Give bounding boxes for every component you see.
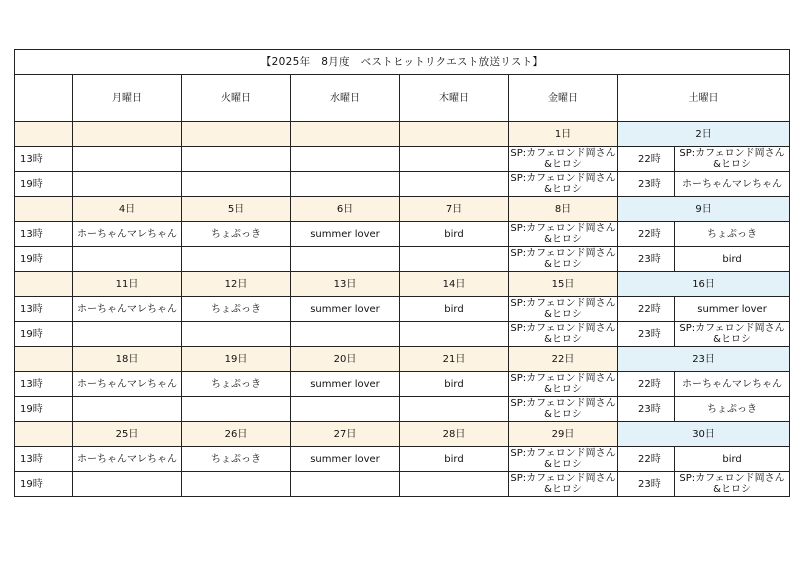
time-label: 13時 [15, 447, 73, 472]
program-cell [73, 397, 182, 422]
program-cell-line: SP:カフェロンド岡さん [510, 148, 616, 159]
program-cell [291, 247, 400, 272]
date-cell: 2日 [618, 122, 790, 147]
program-cell: summer lover [291, 222, 400, 247]
program-cell [73, 147, 182, 172]
date-cell: 27日 [291, 422, 400, 447]
title-row [15, 50, 790, 75]
time-label: 19時 [15, 472, 73, 497]
saturday-program-cell [675, 247, 790, 272]
saturday-time-label: 23時 [618, 172, 675, 197]
program-cell-line: SP:カフェロンド岡さん [510, 473, 616, 484]
saturday-program-line: &ヒロシ [713, 334, 751, 345]
program-cell-line: &ヒロシ [544, 159, 582, 170]
saturday-program-line: ちょぷっき [707, 403, 758, 415]
program-cell: summer lover [291, 297, 400, 322]
date-row [15, 347, 790, 372]
program-cell-line: SP:カフェロンド岡さん [510, 323, 616, 334]
date-cell: 4日 [73, 197, 182, 222]
saturday-program-line: SP:カフェロンド岡さん [679, 323, 785, 334]
saturday-program-line: SP:カフェロンド岡さん [679, 148, 785, 159]
saturday-time-label: 22時 [618, 222, 675, 247]
program-cell: ホーちゃんマレちゃん [73, 372, 182, 397]
date-cell [400, 122, 509, 147]
saturday-program-line: ちょぷっき [707, 228, 758, 240]
saturday-program-cell [675, 322, 790, 347]
saturday-program-line: ホーちゃんマレちゃん [682, 178, 783, 190]
program-cell [509, 322, 618, 347]
date-cell: 8日 [509, 197, 618, 222]
saturday-time-label: 23時 [618, 397, 675, 422]
program-cell-line: SP:カフェロンド岡さん [510, 298, 616, 309]
program-cell [509, 247, 618, 272]
saturday-program-line: &ヒロシ [713, 159, 751, 170]
program-cell-line: &ヒロシ [544, 484, 582, 495]
date-cell: 26日 [182, 422, 291, 447]
program-cell [291, 172, 400, 197]
date-cell: 13日 [291, 272, 400, 297]
date-cell: 16日 [618, 272, 790, 297]
time-slot-row [15, 147, 790, 172]
saturday-program-cell [675, 447, 790, 472]
date-cell: 19日 [182, 347, 291, 372]
program-cell: ちょぷっき [182, 222, 291, 247]
time-slot-row [15, 447, 790, 472]
header-tuesday: 火曜日 [182, 75, 291, 122]
program-cell: bird [400, 222, 509, 247]
program-cell [291, 147, 400, 172]
header-corner [15, 75, 73, 122]
program-cell [509, 222, 618, 247]
date-cell: 14日 [400, 272, 509, 297]
time-label: 13時 [15, 222, 73, 247]
program-cell [400, 147, 509, 172]
saturday-time-label: 22時 [618, 147, 675, 172]
schedule-body [15, 50, 790, 497]
program-cell: ホーちゃんマレちゃん [73, 297, 182, 322]
program-cell [400, 322, 509, 347]
program-cell [182, 247, 291, 272]
header-wednesday: 水曜日 [291, 75, 400, 122]
program-cell [73, 322, 182, 347]
program-cell-line: SP:カフェロンド岡さん [510, 398, 616, 409]
time-slot-row [15, 322, 790, 347]
program-cell-line: SP:カフェロンド岡さん [510, 173, 616, 184]
date-cell: 30日 [618, 422, 790, 447]
program-cell [182, 172, 291, 197]
program-cell-line: &ヒロシ [544, 459, 582, 470]
date-row [15, 197, 790, 222]
weekday-header-row [15, 75, 790, 122]
program-cell-line: &ヒロシ [544, 334, 582, 345]
page-title: 【2025年 8月度 ベストヒットリクエスト放送リスト】 [15, 50, 790, 75]
saturday-program-line: summer lover [697, 303, 767, 315]
date-cell [291, 122, 400, 147]
program-cell-line: &ヒロシ [544, 384, 582, 395]
program-cell [291, 322, 400, 347]
date-cell: 18日 [73, 347, 182, 372]
saturday-time-label: 22時 [618, 447, 675, 472]
program-cell: summer lover [291, 447, 400, 472]
time-label: 19時 [15, 322, 73, 347]
program-cell [400, 172, 509, 197]
time-slot-row [15, 472, 790, 497]
saturday-program-cell [675, 147, 790, 172]
date-cell: 21日 [400, 347, 509, 372]
time-slot-row [15, 222, 790, 247]
date-row-label [15, 422, 73, 447]
program-cell [509, 372, 618, 397]
program-cell-line: &ヒロシ [544, 309, 582, 320]
date-cell: 1日 [509, 122, 618, 147]
time-slot-row [15, 397, 790, 422]
date-cell: 7日 [400, 197, 509, 222]
program-cell: bird [400, 297, 509, 322]
program-cell [400, 472, 509, 497]
date-cell: 6日 [291, 197, 400, 222]
date-cell: 11日 [73, 272, 182, 297]
program-cell [400, 247, 509, 272]
date-cell: 12日 [182, 272, 291, 297]
program-cell [182, 397, 291, 422]
saturday-program-cell [675, 372, 790, 397]
date-cell [73, 122, 182, 147]
time-label: 19時 [15, 247, 73, 272]
program-cell-line: &ヒロシ [544, 184, 582, 195]
program-cell: bird [400, 372, 509, 397]
time-slot-row [15, 247, 790, 272]
date-cell: 22日 [509, 347, 618, 372]
program-cell [182, 472, 291, 497]
date-cell [182, 122, 291, 147]
program-cell [291, 472, 400, 497]
program-cell [509, 472, 618, 497]
date-row-label [15, 347, 73, 372]
header-monday: 月曜日 [73, 75, 182, 122]
program-cell [73, 472, 182, 497]
header-thursday: 木曜日 [400, 75, 509, 122]
date-cell: 5日 [182, 197, 291, 222]
program-cell-line: SP:カフェロンド岡さん [510, 373, 616, 384]
program-cell [73, 172, 182, 197]
date-cell: 25日 [73, 422, 182, 447]
time-label: 13時 [15, 147, 73, 172]
time-slot-row [15, 297, 790, 322]
date-row [15, 422, 790, 447]
program-cell [509, 297, 618, 322]
saturday-time-label: 23時 [618, 472, 675, 497]
saturday-program-line: &ヒロシ [713, 484, 751, 495]
saturday-time-label: 22時 [618, 297, 675, 322]
program-cell: ちょぷっき [182, 447, 291, 472]
time-slot-row [15, 372, 790, 397]
date-row-label [15, 272, 73, 297]
program-cell-line: &ヒロシ [544, 259, 582, 270]
date-cell: 28日 [400, 422, 509, 447]
time-label: 13時 [15, 297, 73, 322]
program-cell: ちょぷっき [182, 372, 291, 397]
time-label: 19時 [15, 397, 73, 422]
time-label: 13時 [15, 372, 73, 397]
date-row-label [15, 122, 73, 147]
program-cell-line: SP:カフェロンド岡さん [510, 448, 616, 459]
time-label: 19時 [15, 172, 73, 197]
program-cell: ホーちゃんマレちゃん [73, 222, 182, 247]
saturday-program-line: SP:カフェロンド岡さん [679, 473, 785, 484]
program-cell-line: SP:カフェロンド岡さん [510, 223, 616, 234]
saturday-program-line: bird [722, 253, 742, 265]
header-friday: 金曜日 [509, 75, 618, 122]
program-cell [73, 247, 182, 272]
program-cell-line: SP:カフェロンド岡さん [510, 248, 616, 259]
program-cell: bird [400, 447, 509, 472]
saturday-program-line: bird [722, 453, 742, 465]
header-saturday: 土曜日 [618, 75, 790, 122]
program-cell [182, 147, 291, 172]
saturday-program-cell [675, 472, 790, 497]
program-cell [509, 147, 618, 172]
program-cell-line: &ヒロシ [544, 234, 582, 245]
saturday-program-line: ホーちゃんマレちゃん [682, 378, 783, 390]
program-cell [509, 172, 618, 197]
program-cell: summer lover [291, 372, 400, 397]
date-row-label [15, 197, 73, 222]
saturday-time-label: 23時 [618, 322, 675, 347]
date-row [15, 272, 790, 297]
program-cell [291, 397, 400, 422]
date-row [15, 122, 790, 147]
date-cell: 23日 [618, 347, 790, 372]
saturday-time-label: 22時 [618, 372, 675, 397]
saturday-program-cell [675, 222, 790, 247]
program-cell: ホーちゃんマレちゃん [73, 447, 182, 472]
program-cell [400, 397, 509, 422]
program-cell [509, 447, 618, 472]
date-cell: 20日 [291, 347, 400, 372]
date-cell: 15日 [509, 272, 618, 297]
program-cell: ちょぷっき [182, 297, 291, 322]
saturday-time-label: 23時 [618, 247, 675, 272]
date-cell: 9日 [618, 197, 790, 222]
program-cell [182, 322, 291, 347]
saturday-program-cell [675, 297, 790, 322]
saturday-program-cell [675, 172, 790, 197]
time-slot-row [15, 172, 790, 197]
saturday-program-cell [675, 397, 790, 422]
date-cell: 29日 [509, 422, 618, 447]
program-cell-line: &ヒロシ [544, 409, 582, 420]
schedule-table [14, 49, 790, 497]
program-cell [509, 397, 618, 422]
